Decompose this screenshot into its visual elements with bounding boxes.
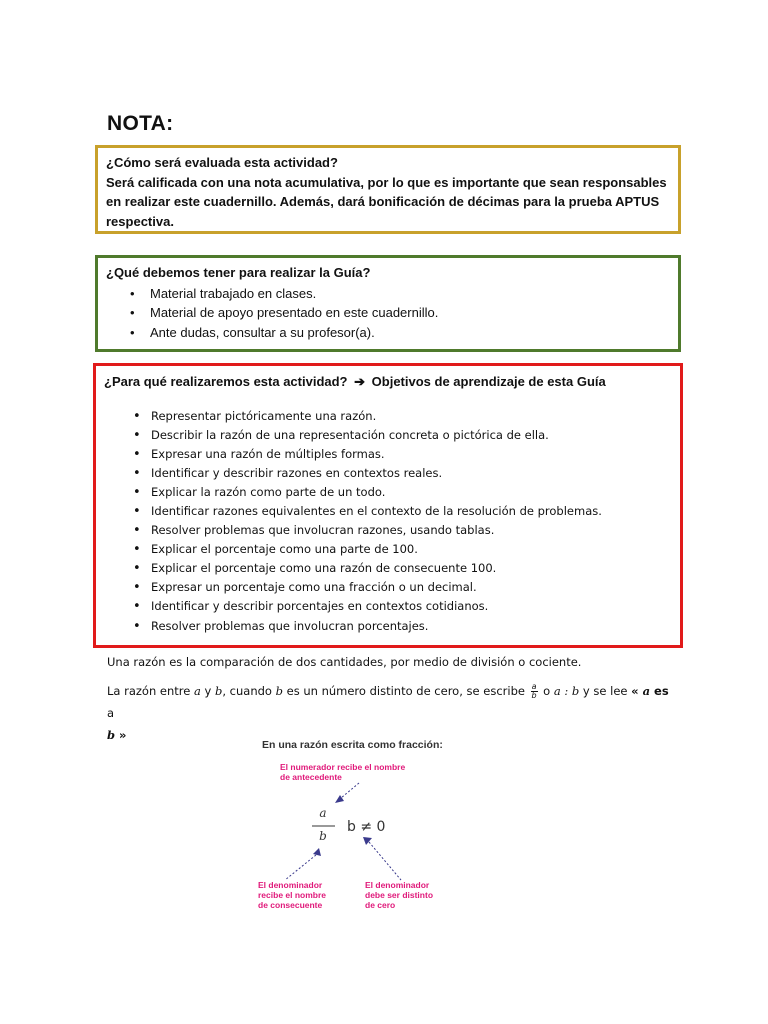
objectives-list bbox=[104, 407, 672, 636]
materials-box bbox=[95, 255, 681, 352]
text-segment: y se lee bbox=[579, 684, 632, 698]
numerator-note-line-1: El numerador recibe el nombre bbox=[280, 762, 406, 772]
list-item: • Ante dudas, consultar a su profesor(a). bbox=[106, 323, 670, 343]
page-title: NOTA: bbox=[107, 112, 174, 135]
ratio-notation: a : b bbox=[553, 684, 580, 698]
variable-b: b bbox=[107, 728, 116, 742]
fraction-denominator: b bbox=[531, 691, 537, 700]
evaluation-box bbox=[95, 145, 681, 234]
denominator-note-line-3: de consecuente bbox=[258, 900, 323, 910]
variable-b: b bbox=[275, 684, 283, 698]
variable-a: a bbox=[642, 684, 651, 698]
numerator-arrow-line bbox=[341, 783, 359, 798]
fraction-numerator: a bbox=[531, 682, 537, 691]
list-item: • Identificar y describir razones en contextos reales. bbox=[104, 464, 672, 483]
arrow-right-icon: ➔ bbox=[354, 374, 366, 389]
list-item: • Material de apoyo presentado en este cuadernillo. bbox=[106, 303, 670, 323]
text-segment: La razón entre bbox=[107, 684, 194, 698]
diagram-numerator: a bbox=[319, 806, 327, 820]
list-item: • Explicar la razón como parte de un todo. bbox=[104, 483, 672, 502]
text-segment: o bbox=[539, 684, 554, 698]
quote-open: « bbox=[631, 684, 643, 698]
nonzero-note-line-2: debe ser distinto bbox=[365, 890, 434, 900]
materials-list bbox=[106, 284, 670, 343]
text-segment: y bbox=[200, 684, 215, 698]
list-item: • Explicar el porcentaje como una parte de 100. bbox=[104, 540, 672, 559]
definition-line-1: Una razón es la comparación de dos cantidades, por medio de división o cociente. bbox=[107, 655, 582, 669]
list-item: • Material trabajado en clases. bbox=[106, 284, 670, 304]
numerator-note-line-2: de antecedente bbox=[280, 772, 342, 782]
reading-phrase bbox=[631, 684, 669, 698]
list-item: • Resolver problemas que involucran porcentajes. bbox=[104, 617, 672, 636]
denominator-arrow-icon bbox=[313, 848, 321, 856]
list-item: • Identificar y describir porcentajes en contextos cotidianos. bbox=[104, 597, 672, 616]
text-segment: es un número distinto de cero, se escribe bbox=[282, 684, 529, 698]
denominator-note-line-2: recibe el nombre bbox=[258, 890, 327, 900]
list-item: • Representar pictóricamente una razón. bbox=[104, 407, 672, 426]
diagram-title: En una razón escrita como fracción: bbox=[262, 739, 443, 751]
objectives-box bbox=[93, 363, 683, 648]
evaluation-question: ¿Cómo será evaluada esta actividad? bbox=[106, 155, 338, 170]
nonzero-note-line-1: El denominador bbox=[365, 880, 430, 890]
fraction-a-over-b bbox=[531, 683, 538, 700]
nonzero-note-line-3: de cero bbox=[365, 900, 396, 910]
variable-a: a bbox=[193, 684, 201, 698]
text-segment: es bbox=[650, 684, 669, 698]
evaluation-answer: Será calificada con una nota acumulativa, por lo que es importante que sean responsables en realizar este cuadernillo. Además, dará bonificación de décimas para la prueba APTUS respectiva. bbox=[106, 174, 667, 229]
nonzero-arrow-icon bbox=[363, 837, 372, 845]
reading-phrase-end bbox=[107, 728, 126, 742]
quote-close: » bbox=[115, 728, 127, 742]
list-item: • Describir la razón de una representación concreta o pictórica de ella. bbox=[104, 426, 672, 445]
ratio-diagram bbox=[255, 735, 475, 935]
list-item: • Resolver problemas que involucran razones, usando tablas. bbox=[104, 521, 672, 540]
list-item: • Expresar una razón de múltiples formas. bbox=[104, 445, 672, 464]
text-segment: , cuando bbox=[222, 684, 276, 698]
nonzero-arrow-line bbox=[369, 842, 401, 880]
objectives-question: ¿Para qué realizaremos esta actividad? bbox=[104, 374, 348, 389]
list-item: • Expresar un porcentaje como una fracción o un decimal. bbox=[104, 578, 672, 597]
denominator-arrow-line bbox=[285, 855, 316, 880]
variable-b: b bbox=[214, 684, 223, 698]
nonzero-condition: b ≠ 0 bbox=[347, 819, 386, 835]
materials-question: ¿Qué debemos tener para realizar la Guía? bbox=[106, 265, 371, 280]
text-segment: a bbox=[107, 706, 115, 720]
list-item: • Explicar el porcentaje como una razón de consecuente 100. bbox=[104, 559, 672, 578]
list-item: • Identificar razones equivalentes en el contexto de la resolución de problemas. bbox=[104, 502, 672, 521]
objectives-heading-line bbox=[104, 372, 672, 392]
objectives-heading: Objetivos de aprendizaje de esta Guía bbox=[371, 374, 606, 389]
denominator-note-line-1: El denominador bbox=[258, 880, 323, 890]
diagram-denominator: b bbox=[319, 829, 327, 843]
